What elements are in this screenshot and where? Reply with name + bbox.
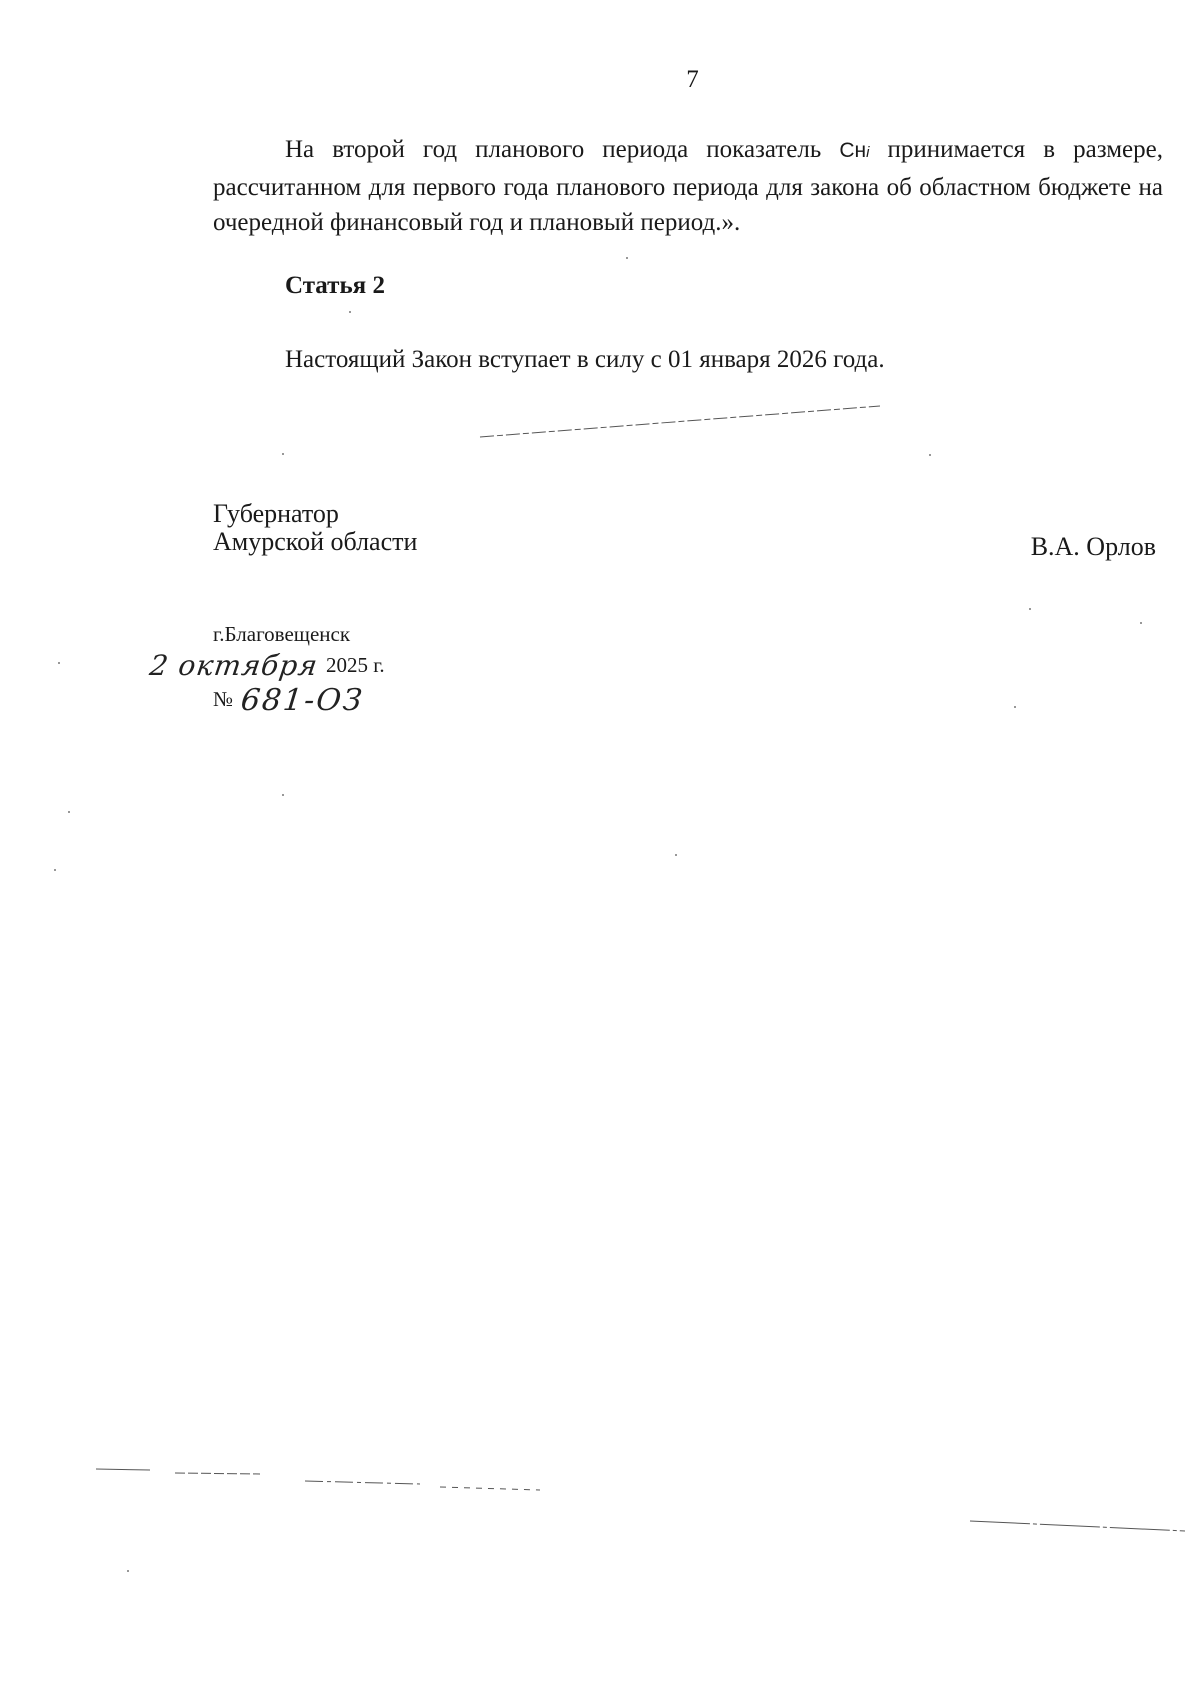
speck	[1140, 622, 1142, 624]
page-number: 7	[686, 66, 699, 93]
speck	[1014, 706, 1016, 708]
governor-name: В.А. Орлов	[1030, 532, 1156, 561]
speck	[68, 811, 70, 813]
indicator-subscript: i	[866, 144, 870, 161]
scan-line-bottom-left-3	[305, 1481, 420, 1484]
handwritten-number: 681-ОЗ	[239, 683, 366, 718]
indicator-main: Сн	[839, 139, 867, 162]
speck	[675, 854, 677, 856]
scan-line-bottom-left-4	[440, 1487, 540, 1490]
paragraph-end: принимается в размере, рассчитанном для первого года планового периода для закона об областном бюджете на очередной финансовый год и плановый период.».	[213, 136, 1163, 236]
speck	[349, 311, 351, 313]
date-year: 2025 г.	[325, 653, 385, 677]
effect-text: Настоящий Закон вступает в силу с 01 января 2026 года.	[285, 346, 885, 373]
article-heading: Статья 2	[285, 272, 385, 299]
speck	[58, 662, 60, 664]
handwritten-date: 2 октября	[147, 649, 321, 682]
speck	[127, 1570, 129, 1572]
paragraph-start: На второй год планового периода показатель	[285, 136, 840, 163]
governor-title-line1: Губернатор	[213, 499, 339, 528]
dashed-rule	[480, 406, 880, 437]
speck	[1029, 608, 1031, 610]
number-sign: №	[213, 687, 234, 711]
place-city: г.Благовещенск	[213, 622, 351, 646]
scan-line-bottom-left-1	[96, 1469, 150, 1470]
governor-title-line2: Амурской области	[213, 527, 418, 556]
speck	[54, 869, 56, 871]
speck	[282, 453, 284, 455]
speck	[929, 454, 931, 456]
scan-line-bottom-right	[970, 1521, 1185, 1531]
scan-line-bottom-left-2	[175, 1473, 260, 1474]
speck	[626, 257, 628, 259]
speck	[282, 794, 284, 796]
